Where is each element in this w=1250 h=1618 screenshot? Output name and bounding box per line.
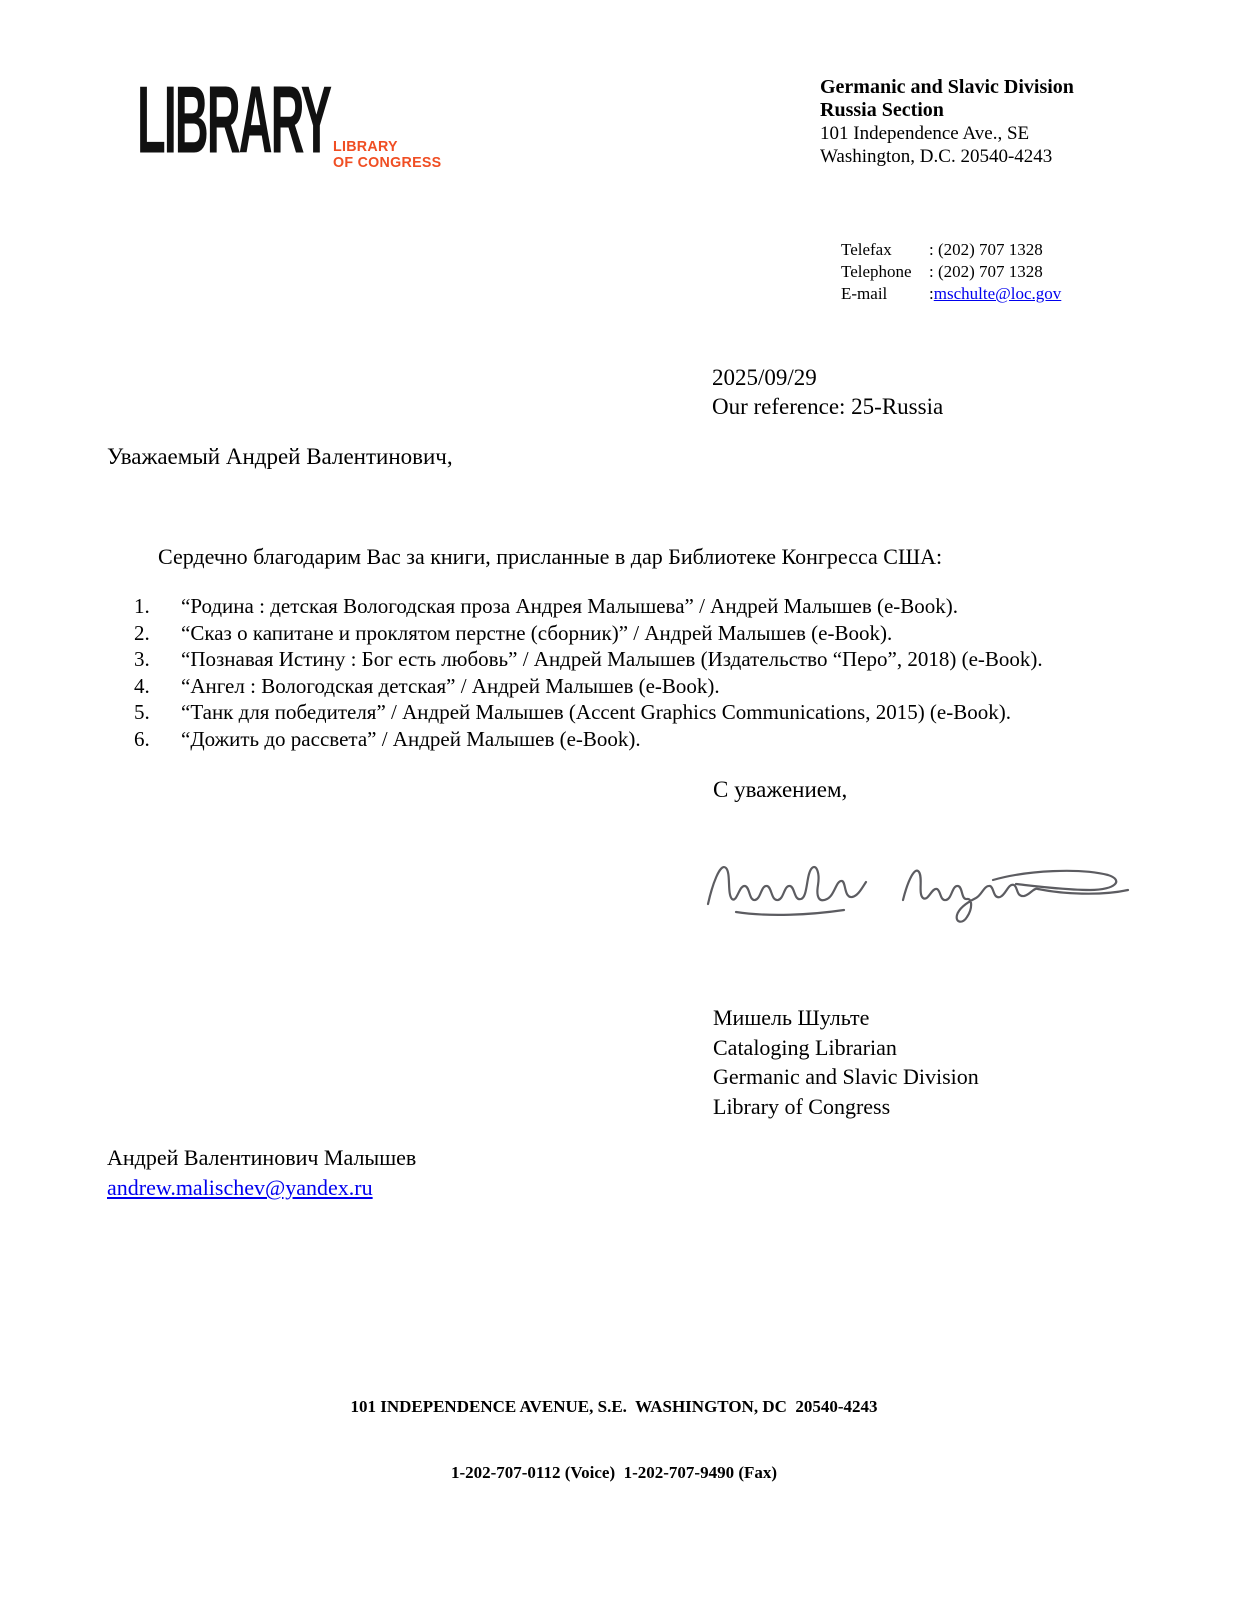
contact-block — [841, 239, 1061, 305]
reference-number: Our reference: 25-Russia — [712, 394, 944, 419]
division-name: Germanic and Slavic Division — [820, 76, 1074, 98]
telephone-value: : (202) 707 1328 — [929, 262, 1043, 281]
logo-subtext — [333, 139, 441, 171]
logo-wordmark: LIBRARY — [137, 65, 331, 173]
signer-division: Germanic and Slavic Division — [713, 1064, 979, 1089]
logo-subtext-line2: OF CONGRESS — [333, 154, 442, 171]
list-item — [134, 673, 1204, 700]
footer-block — [0, 1352, 1228, 1528]
addressee-email-link[interactable]: andrew.malischev@yandex.ru — [107, 1175, 373, 1200]
telefax-label: Telefax — [841, 240, 892, 259]
list-item-number: 6. — [134, 726, 150, 751]
address-line-2: Washington, D.C. 20540-4243 — [820, 146, 1053, 167]
footer-address: 101 INDEPENDENCE AVENUE, S.E. WASHINGTON, DC 20540-4243 — [350, 1397, 878, 1416]
list-item — [134, 646, 1204, 673]
list-item-text: “Сказ о капитане и проклятом перстне (сборник)” / Андрей Малышев (e-Book). — [181, 620, 893, 645]
list-item-text: “Дожить до рассвета” / Андрей Малышев (e-Book). — [181, 726, 641, 751]
intro-paragraph: Сердечно благодарим Вас за книги, присланные в дар Библиотеке Конгресса США: — [158, 544, 943, 569]
list-item-number: 3. — [134, 647, 150, 671]
sender-email-link[interactable]: mschulte@loc.gov — [933, 284, 1062, 303]
addressee-block — [107, 1143, 416, 1203]
telefax-row — [841, 239, 1061, 261]
list-item — [134, 699, 1204, 726]
address-line-1: 101 Independence Ave., SE — [820, 123, 1030, 144]
date-block — [712, 363, 943, 421]
list-item-number: 2. — [134, 620, 150, 645]
letterhead-address-block — [820, 76, 1074, 168]
salutation: Уважаемый Андрей Валентинович, — [107, 444, 453, 469]
email-label: E-mail — [841, 284, 888, 303]
addressee-name: Андрей Валентинович Малышев — [107, 1145, 417, 1170]
list-item-text: “Ангел : Вологодская детская” / Андрей Малышев (e-Book). — [181, 673, 720, 698]
closing-line: С уважением, — [713, 777, 848, 802]
list-item — [134, 726, 1204, 753]
footer-phones: 1-202-707-0112 (Voice) 1-202-707-9490 (Fax) — [450, 1463, 778, 1482]
list-item-number: 1. — [134, 594, 150, 618]
list-item-text: “Познавая Истину : Бог есть любовь” / Андрей Малышев (Издательство “Перо”, 2018) (e-Book). — [181, 647, 1043, 671]
logo-subtext-line1: LIBRARY — [333, 138, 398, 155]
letter-date: 2025/09/29 — [712, 365, 817, 390]
email-row — [841, 283, 1061, 305]
list-item — [134, 620, 1204, 647]
signer-title: Cataloging Librarian — [713, 1034, 897, 1060]
list-item-number: 4. — [134, 673, 150, 698]
telephone-row — [841, 261, 1061, 283]
list-item-text: “Танк для победителя” / Андрей Малышев (Accent Graphics Communications, 2015) (e-Book). — [181, 700, 1011, 724]
email-separator: : — [929, 284, 934, 303]
section-name: Russia Section — [820, 99, 944, 121]
signer-name: Мишель Шульте — [713, 1005, 870, 1030]
signer-organization: Library of Congress — [713, 1093, 891, 1119]
book-list — [134, 593, 1204, 752]
list-item — [134, 593, 1204, 620]
telephone-label: Telephone — [841, 262, 912, 281]
list-item-number: 5. — [134, 700, 150, 724]
list-item-text: “Родина : детская Вологодская проза Андрея Малышева” / Андрей Малышев (e-Book). — [181, 594, 959, 618]
signer-block — [713, 1003, 979, 1121]
telefax-value: : (202) 707 1328 — [929, 240, 1043, 259]
signature-image — [698, 840, 1138, 935]
